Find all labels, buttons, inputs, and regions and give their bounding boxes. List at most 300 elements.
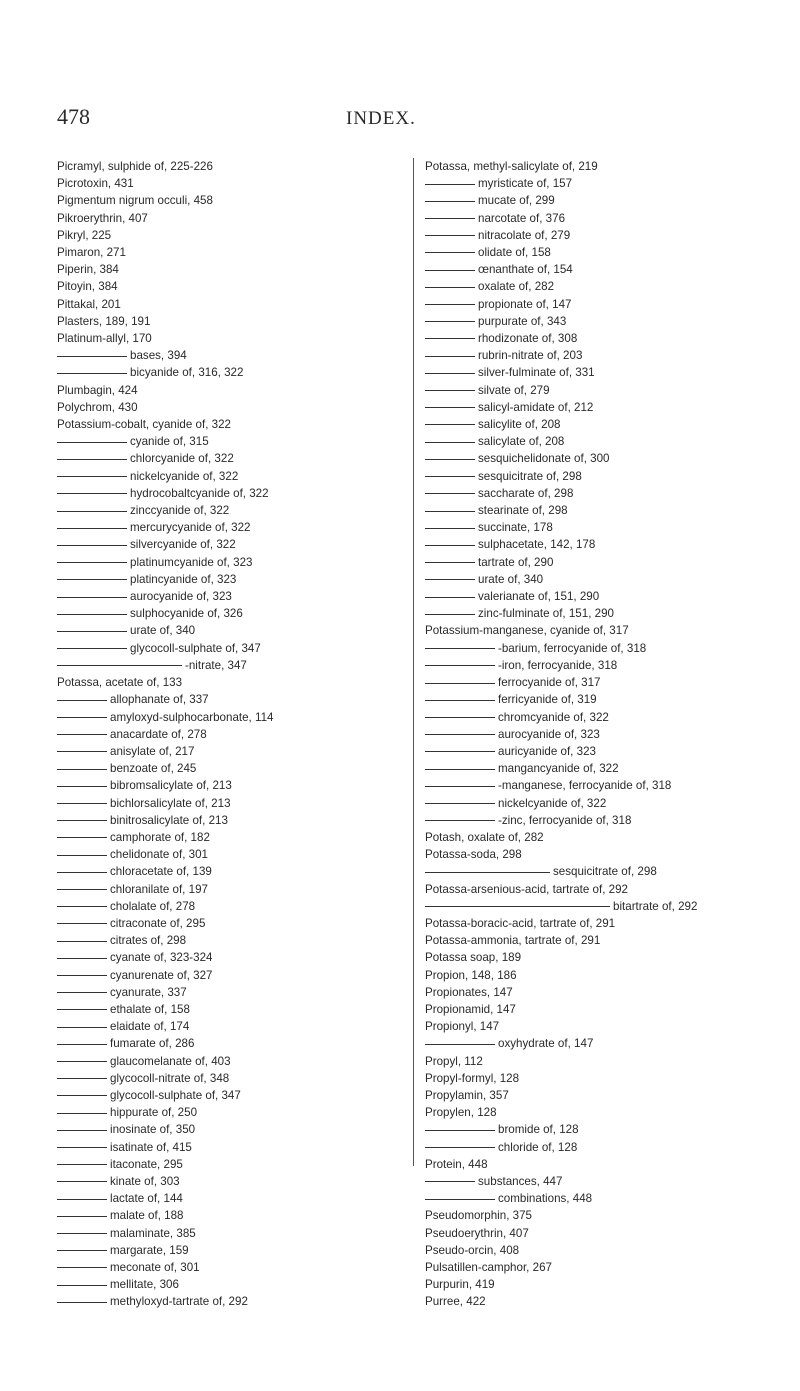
index-entry [425,588,770,605]
index-entry-text: Potassa soap, 189 [425,951,522,965]
page-number: 478 [57,104,90,129]
index-entry [425,1139,770,1156]
index-entry-text: citraconate of, 295 [110,916,206,930]
index-entry-text: Pikryl, 225 [57,228,112,242]
ditto-dash [57,1009,107,1010]
index-entry [425,1035,770,1052]
index-entry-text: Potassa-ammonia, tartrate of, 291 [425,934,601,948]
index-entry [57,192,407,209]
index-entry-text: ferrocyanide of, 317 [498,676,601,690]
ditto-dash [425,665,495,666]
ditto-dash [57,975,107,976]
index-entry-text: cyanate of, 323-324 [110,951,213,965]
ditto-dash [425,407,475,408]
index-entry-text: platinumcyanide of, 323 [130,555,253,569]
ditto-dash [57,786,107,787]
index-entry [57,227,407,244]
ditto-dash [57,356,127,357]
index-entry [425,1259,770,1276]
ditto-dash [57,1061,107,1062]
ditto-dash [425,820,495,821]
index-entry [425,1001,770,1018]
index-entry-text: aurocyanide of, 323 [130,590,232,604]
ditto-dash [57,923,107,924]
index-entry [57,881,407,898]
index-entry-text: mangancyanide of, 322 [498,762,619,776]
ditto-dash [425,287,475,288]
index-entry [425,502,770,519]
ditto-dash [57,1130,107,1131]
ditto-dash [57,1113,107,1114]
index-entry [57,502,407,519]
index-entry [425,760,770,777]
ditto-dash [425,648,495,649]
index-entry-text: Protein, 448 [425,1157,488,1171]
index-column-left [57,158,407,1311]
ditto-dash [57,992,107,993]
index-entry-text: succinate, 178 [478,521,553,535]
index-entry-text: -iron, ferrocyanide, 318 [498,658,618,672]
index-entry-text: kinate of, 303 [110,1174,180,1188]
index-entry [57,485,407,502]
index-entry-text: saccharate of, 298 [478,486,574,500]
index-entry-text: bases, 394 [130,349,187,363]
index-entry [57,450,407,467]
index-entry-text: chromcyanide of, 322 [498,710,609,724]
index-entry-text: Picrotoxin, 431 [57,177,134,191]
ditto-dash [57,700,107,701]
index-entry [425,1173,770,1190]
ditto-dash [57,872,107,873]
ditto-dash [425,562,475,563]
index-entry-text: chloranilate of, 197 [110,882,208,896]
index-entry [57,1035,407,1052]
index-entry-text: Potassa-arsenious-acid, tartrate of, 292 [425,882,628,896]
index-entry [57,313,407,330]
ditto-dash [425,493,475,494]
index-entry-text: malaminate, 385 [110,1226,196,1240]
index-entry-text: oxyhydrate of, 147 [498,1037,594,1051]
index-entry [425,1242,770,1259]
index-entry [57,984,407,1001]
index-entry [425,571,770,588]
index-entry [57,1190,407,1207]
ditto-dash [57,1267,107,1268]
index-entry-text: salicylite of, 208 [478,418,561,432]
ditto-dash [57,1095,107,1096]
ditto-dash [425,252,475,253]
index-entry [57,278,407,295]
index-entry-text: Pikroerythrin, 407 [57,211,148,225]
index-entry-text: Potassium-cobalt, cyanide of, 322 [57,418,232,432]
index-entry-text: Propionamid, 147 [425,1002,516,1016]
index-entry [57,743,407,760]
index-entry [425,261,770,278]
index-entry-text: Polychrom, 430 [57,400,138,414]
index-entry-text: amyloxyd-sulphocarbonate, 114 [110,710,274,724]
index-entry [57,1139,407,1156]
index-entry [425,1070,770,1087]
index-entry [57,760,407,777]
ditto-dash [57,803,107,804]
index-entry-text: stearinate of, 298 [478,504,568,518]
index-entry-text: oxalate of, 282 [478,280,555,294]
index-entry [57,433,407,450]
index-entry [425,898,770,915]
ditto-dash [425,459,475,460]
index-entry [425,1121,770,1138]
ditto-dash [425,424,475,425]
index-entry [57,1276,407,1293]
index-entry-text: anacardate of, 278 [110,727,207,741]
ditto-dash [57,442,127,443]
index-entry [57,846,407,863]
index-entry [425,657,770,674]
index-entry [57,554,407,571]
index-entry [425,915,770,932]
ditto-dash [57,614,127,615]
index-entry [57,364,407,381]
index-entry [425,1053,770,1070]
ditto-dash [57,769,107,770]
index-entry-text: Purpurin, 419 [425,1278,495,1292]
index-entry-text: Platinum-allyl, 170 [57,332,152,346]
index-entry-text: chloride of, 128 [498,1140,578,1154]
index-entry-text: camphorate of, 182 [110,830,210,844]
index-entry-text: anisylate of, 217 [110,744,195,758]
ditto-dash [425,511,475,512]
index-entry-text: glaucomelanate of, 403 [110,1054,231,1068]
index-entry [57,812,407,829]
index-entry [57,261,407,278]
index-entry-text: sulphacetate, 142, 178 [478,538,596,552]
index-entry-text: olidate of, 158 [478,246,551,260]
index-entry-text: cyanurenate of, 327 [110,968,213,982]
index-entry-text: Pulsatillen-camphor, 267 [425,1261,552,1274]
index-entry [57,330,407,347]
index-entry [425,846,770,863]
index-entry-text: Potassa-boracic-acid, tartrate of, 291 [425,916,616,930]
index-entry [425,364,770,381]
index-entry-text: Propionyl, 147 [425,1020,500,1034]
ditto-dash [425,872,550,873]
ditto-dash [57,906,107,907]
index-entry [425,192,770,209]
index-entry-text: urate of, 340 [478,572,544,586]
ditto-dash [57,1216,107,1217]
index-entry [425,812,770,829]
ditto-dash [425,218,475,219]
index-entry [425,416,770,433]
ditto-dash [425,786,495,787]
index-entry [425,468,770,485]
index-entry [425,605,770,622]
index-entry-text: malate of, 188 [110,1209,184,1223]
index-entry [425,863,770,880]
index-entry [57,657,407,674]
index-entry-text: Pseudo-orcin, 408 [425,1243,520,1257]
index-entry-text: substances, 447 [478,1174,563,1188]
index-entry [425,949,770,966]
ditto-dash [425,184,475,185]
index-entry-text: Potassa, methyl-salicylate of, 219 [425,160,598,173]
index-entry-text: isatinate of, 415 [110,1140,192,1154]
index-entry [425,795,770,812]
index-entry [425,984,770,1001]
index-entry-text: mellitate, 306 [110,1278,179,1292]
index-entry [57,1225,407,1242]
index-entry-text: zinccyanide of, 322 [130,504,230,518]
index-column-right [425,158,770,1311]
index-entry [425,158,770,175]
ditto-dash [425,390,475,391]
index-entry-text: nickelcyanide of, 322 [498,796,607,810]
ditto-dash [57,511,127,512]
ditto-dash [425,614,475,615]
index-entry [57,468,407,485]
ditto-dash [57,889,107,890]
index-entry [425,227,770,244]
ditto-dash [425,442,475,443]
index-entry-text: Pseudoerythrin, 407 [425,1226,529,1240]
index-entry-text: ferricyanide of, 319 [498,693,597,707]
index-entry [425,829,770,846]
index-entry [57,829,407,846]
index-entry [425,536,770,553]
ditto-dash [57,958,107,959]
ditto-dash [57,1250,107,1251]
index-entry [425,1207,770,1224]
index-entry [57,726,407,743]
ditto-dash [57,665,182,666]
index-entry [57,588,407,605]
index-entry [57,795,407,812]
index-entry [57,1001,407,1018]
index-entry-text: Pitoyin, 384 [57,280,118,294]
index-entry-text: glycocoll-sulphate of, 347 [110,1088,241,1102]
ditto-dash [425,751,495,752]
index-entry [57,519,407,536]
ditto-dash [425,700,495,701]
index-entry [57,416,407,433]
index-entry [57,399,407,416]
index-entry-text: benzoate of, 245 [110,762,197,776]
index-entry [57,1070,407,1087]
index-entry-text: tartrate of, 290 [478,555,554,569]
ditto-dash [425,579,475,580]
ditto-dash [57,734,107,735]
index-entry [57,296,407,313]
index-entry [57,382,407,399]
index-entry-text: nickelcyanide of, 322 [130,469,239,483]
index-entry [57,244,407,261]
index-entry-text: hydrocobaltcyanide of, 322 [130,486,269,500]
index-entry [57,674,407,691]
index-entry-text: Pittakal, 201 [57,297,121,311]
ditto-dash [57,648,127,649]
index-entry-text: sesquicitrate of, 298 [553,865,657,879]
index-entry [57,691,407,708]
ditto-dash [425,1130,495,1131]
ditto-dash [57,1164,107,1165]
ditto-dash [57,1027,107,1028]
index-entry-text: Plumbagin, 424 [57,383,138,397]
ditto-dash [425,270,475,271]
index-entry-text: propionate of, 147 [478,297,572,311]
index-entry [425,709,770,726]
index-entry [57,777,407,794]
ditto-dash [425,803,495,804]
index-entry [425,296,770,313]
ditto-dash [425,1044,495,1045]
index-entry [425,244,770,261]
index-entry-text: Pigmentum nigrum occuli, 458 [57,194,213,208]
index-entry-text: cholalate of, 278 [110,899,196,913]
index-entry-text: Propylen, 128 [425,1106,497,1120]
index-entry [57,605,407,622]
index-entry [57,932,407,949]
ditto-dash [57,579,127,580]
index-entry-text: Propyl-formyl, 128 [425,1071,520,1085]
ditto-dash [57,631,127,632]
ditto-dash [57,820,107,821]
index-entry-text: -manganese, ferrocyanide of, 318 [498,779,672,793]
ditto-dash [57,1302,107,1303]
ditto-dash [57,751,107,752]
index-entry-text: salicylate of, 208 [478,435,565,449]
index-entry-text: inosinate of, 350 [110,1123,196,1137]
index-entry-text: myristicate of, 157 [478,177,573,191]
index-entry-text: nitracolate of, 279 [478,228,571,242]
index-entry [425,278,770,295]
ditto-dash [425,717,495,718]
index-entry [425,1293,770,1310]
index-entry-text: lactate of, 144 [110,1192,183,1206]
index-entry [57,1104,407,1121]
index-entry-text: meconate of, 301 [110,1261,200,1274]
index-entry-text: -zinc, ferrocyanide of, 318 [498,813,632,827]
index-entry-text: chelidonate of, 301 [110,848,208,862]
index-entry-text: -nitrate, 347 [185,658,247,672]
index-entry [425,433,770,450]
index-entry-text: Pseudomorphin, 375 [425,1209,532,1223]
index-entry [425,743,770,760]
index-entry-text: binitrosalicylate of, 213 [110,813,228,827]
ditto-dash [425,1147,495,1148]
index-entry [425,1225,770,1242]
index-entry-text: Picramyl, sulphide of, 225-226 [57,160,213,173]
column-divider [413,158,414,1166]
ditto-dash [57,528,127,529]
index-entry [425,330,770,347]
index-entry-text: -barium, ferrocyanide of, 318 [498,641,647,655]
index-entry-text: sesquichelidonate of, 300 [478,452,610,466]
index-entry [57,175,407,192]
index-entry-text: methyloxyd-tartrate of, 292 [110,1295,248,1309]
index-entry [425,382,770,399]
index-entry-text: valerianate of, 151, 290 [478,590,600,604]
index-entry-text: Propyl, 112 [425,1054,483,1068]
index-entry [425,347,770,364]
index-entry-text: mucate of, 299 [478,194,555,208]
index-entry [425,485,770,502]
index-entry [425,932,770,949]
index-entry [425,691,770,708]
index-entry [425,726,770,743]
ditto-dash [57,1147,107,1148]
index-entry-text: bromide of, 128 [498,1123,579,1137]
ditto-dash [57,1285,107,1286]
ditto-dash [425,338,475,339]
index-entry [57,949,407,966]
index-entry-text: narcotate of, 376 [478,211,566,225]
index-entry [57,640,407,657]
index-entry [425,1018,770,1035]
ditto-dash [425,476,475,477]
index-entry-text: Potassa, acetate of, 133 [57,676,183,690]
index-entry [425,622,770,639]
index-entry [57,1018,407,1035]
index-entry-text: urate of, 340 [130,624,196,638]
index-entry [57,536,407,553]
ditto-dash [425,321,475,322]
ditto-dash [425,906,610,907]
ditto-dash [57,1181,107,1182]
index-entry-text: combinations, 448 [498,1192,593,1206]
index-entry-text: ethalate of, 158 [110,1002,190,1016]
ditto-dash [57,1199,107,1200]
index-entry-text: silver-fulminate of, 331 [478,366,595,380]
index-entry-text: cyanide of, 315 [130,435,209,449]
index-entry-text: silvercyanide of, 322 [130,538,236,552]
ditto-dash [57,562,127,563]
index-entry-text: œnanthate of, 154 [478,263,573,277]
index-entry-text: bicyanide of, 316, 322 [130,366,244,380]
index-entry-text: sulphocyanide of, 326 [130,607,243,621]
index-entry [425,1276,770,1293]
ditto-dash [425,304,475,305]
index-entry-text: bichlorsalicylate of, 213 [110,796,231,810]
ditto-dash [425,201,475,202]
index-entry [425,519,770,536]
ditto-dash [425,1181,475,1182]
index-entry-text: salicyl-amidate of, 212 [478,400,594,414]
index-entry [425,1190,770,1207]
index-entry [425,399,770,416]
ditto-dash [57,476,127,477]
index-entry-text: itaconate, 295 [110,1157,183,1171]
index-entry-text: bibromsalicylate of, 213 [110,779,232,793]
index-entry [57,571,407,588]
index-entry-text: Propylamin, 357 [425,1088,509,1102]
index-entry [425,1087,770,1104]
index-entry-text: rubrin-nitrate of, 203 [478,349,583,363]
ditto-dash [425,683,495,684]
index-entry-text: glycocoll-sulphate of, 347 [130,641,261,655]
index-entry-text: cyanurate, 337 [110,985,187,999]
ditto-dash [425,356,475,357]
index-entry [57,1173,407,1190]
ditto-dash [425,545,475,546]
index-entry [57,347,407,364]
ditto-dash [425,1199,495,1200]
index-entry [57,898,407,915]
index-entry-text: Potassium-manganese, cyanide of, 317 [425,624,629,638]
index-entry-text: citrates of, 298 [110,934,187,948]
index-entry-text: glycocoll-nitrate of, 348 [110,1071,230,1085]
page-title: INDEX. [346,108,416,129]
index-entry [425,210,770,227]
